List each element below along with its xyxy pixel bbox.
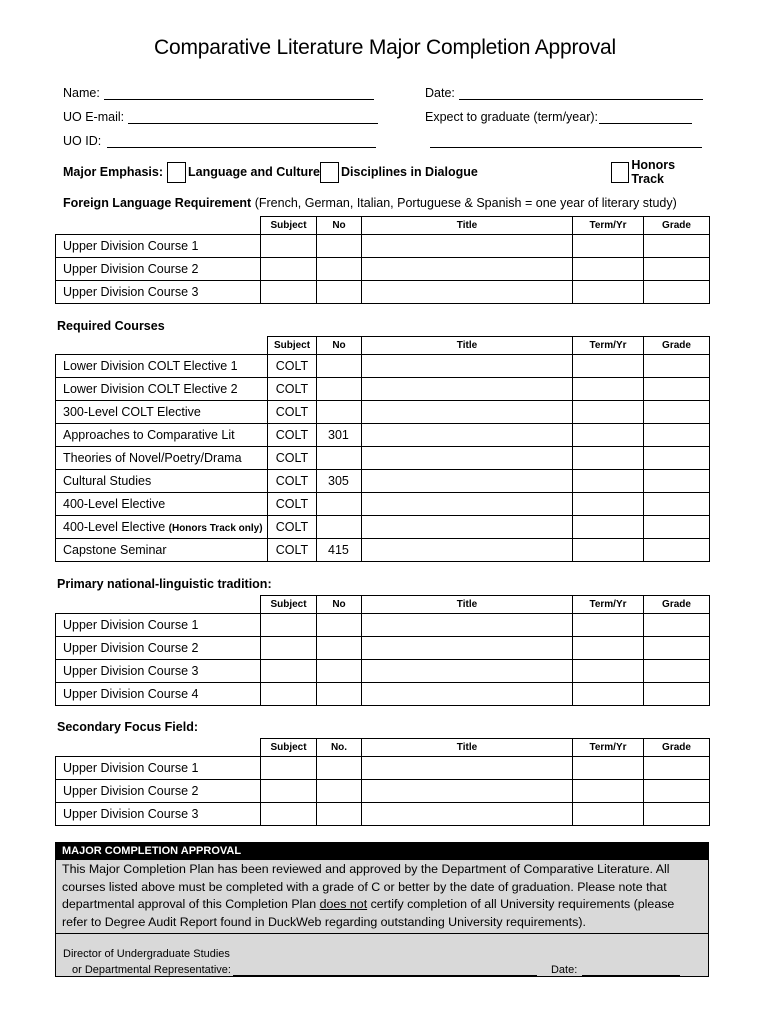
- subject-cell[interactable]: [261, 258, 317, 281]
- required-table: [55, 336, 710, 562]
- title-cell[interactable]: [362, 355, 573, 378]
- table-header: [56, 337, 710, 355]
- term-cell[interactable]: [573, 539, 644, 562]
- course-name: Upper Division Course 3: [56, 281, 261, 304]
- term-cell[interactable]: [573, 493, 644, 516]
- title-cell[interactable]: [362, 516, 573, 539]
- name-label: Name:: [63, 86, 100, 100]
- course-name: Upper Division Course 4: [56, 683, 261, 706]
- table-row: [56, 637, 710, 660]
- grade-cell[interactable]: [644, 614, 710, 637]
- no-cell[interactable]: [317, 637, 362, 660]
- no-cell[interactable]: [317, 258, 362, 281]
- option-language-label: Language and Culture: [188, 165, 320, 179]
- table-row: [56, 539, 710, 562]
- checkbox-honors-track[interactable]: [611, 162, 629, 183]
- term-cell[interactable]: [573, 447, 644, 470]
- course-name: 300-Level COLT Elective: [56, 401, 268, 424]
- subject-cell[interactable]: [261, 683, 317, 706]
- table-row: [56, 235, 710, 258]
- subject-cell[interactable]: [261, 660, 317, 683]
- subject-cell: COLT: [268, 539, 317, 562]
- title-cell[interactable]: [362, 470, 573, 493]
- approval-text-underlined: does not: [319, 897, 368, 911]
- title-cell[interactable]: [362, 757, 573, 780]
- term-cell[interactable]: [573, 258, 644, 281]
- course-name: Upper Division Course 2: [56, 258, 261, 281]
- header-subject: Subject: [261, 739, 317, 757]
- grade-cell[interactable]: [644, 637, 710, 660]
- subject-cell[interactable]: [261, 757, 317, 780]
- title-cell[interactable]: [362, 447, 573, 470]
- table-header: [56, 596, 710, 614]
- approval-heading: MAJOR COMPLETION APPROVAL: [56, 843, 708, 860]
- foreign-table: [55, 216, 710, 304]
- header-subject: Subject: [268, 337, 317, 355]
- approval-text: [56, 860, 708, 934]
- header-no: No: [317, 217, 362, 235]
- term-cell[interactable]: [573, 355, 644, 378]
- subject-cell[interactable]: [261, 780, 317, 803]
- term-cell[interactable]: [573, 378, 644, 401]
- no-cell[interactable]: [317, 235, 362, 258]
- secondary-table: [55, 738, 710, 826]
- course-name: Upper Division Course 1: [56, 235, 261, 258]
- term-cell[interactable]: [573, 516, 644, 539]
- course-name: Upper Division Course 2: [56, 637, 261, 660]
- course-name: Upper Division Course 3: [56, 660, 261, 683]
- header-term: Term/Yr: [573, 217, 644, 235]
- signer-line1: Director of Undergraduate Studies: [63, 948, 230, 960]
- secondary-heading: Secondary Focus Field:: [57, 720, 199, 734]
- header-blank: [56, 337, 268, 355]
- title-cell[interactable]: [362, 281, 573, 304]
- subject-cell: COLT: [268, 424, 317, 447]
- header-subject: Subject: [261, 596, 317, 614]
- table-row: [56, 516, 710, 539]
- grade-cell[interactable]: [644, 516, 710, 539]
- title-cell[interactable]: [362, 493, 573, 516]
- signature-area: [56, 934, 708, 976]
- graduate-label: Expect to graduate (term/year):: [425, 110, 598, 124]
- header-term: Term/Yr: [573, 739, 644, 757]
- title-cell[interactable]: [362, 378, 573, 401]
- date-line[interactable]: [459, 86, 703, 100]
- emphasis-option-honors[interactable]: [611, 158, 708, 186]
- header-subject: Subject: [261, 217, 317, 235]
- term-cell[interactable]: [573, 757, 644, 780]
- no-cell: 305: [317, 470, 362, 493]
- course-name: 400-Level Elective: [56, 493, 268, 516]
- table-header: [56, 217, 710, 235]
- course-name: Upper Division Course 3: [56, 803, 261, 826]
- header-title: Title: [362, 217, 573, 235]
- grade-cell[interactable]: [644, 355, 710, 378]
- grade-cell[interactable]: [644, 447, 710, 470]
- term-cell[interactable]: [573, 614, 644, 637]
- subject-cell[interactable]: [261, 637, 317, 660]
- subject-cell: COLT: [268, 355, 317, 378]
- subject-cell: COLT: [268, 447, 317, 470]
- subject-cell: COLT: [268, 516, 317, 539]
- email-line[interactable]: [128, 110, 378, 124]
- no-cell[interactable]: [317, 493, 362, 516]
- signer-row: [63, 963, 708, 976]
- name-field[interactable]: [63, 86, 374, 100]
- header-term: Term/Yr: [573, 337, 644, 355]
- signature-line[interactable]: [233, 963, 537, 976]
- table-row: [56, 424, 710, 447]
- grade-cell[interactable]: [644, 281, 710, 304]
- header-no: No: [317, 337, 362, 355]
- title-cell[interactable]: [362, 258, 573, 281]
- header-title: Title: [362, 739, 573, 757]
- grade-cell[interactable]: [644, 424, 710, 447]
- title-cell[interactable]: [362, 614, 573, 637]
- no-cell[interactable]: [317, 378, 362, 401]
- header-grade: Grade: [644, 337, 710, 355]
- table-row: [56, 780, 710, 803]
- header-no: No.: [317, 739, 362, 757]
- course-name: Approaches to Comparative Lit: [56, 424, 268, 447]
- option-disciplines-label: Disciplines in Dialogue: [341, 165, 478, 179]
- term-cell[interactable]: [573, 281, 644, 304]
- course-name: Lower Division COLT Elective 2: [56, 378, 268, 401]
- no-cell[interactable]: [317, 803, 362, 826]
- foreign-note: (French, German, Italian, Portuguese & Spanish = one year of literary study): [254, 196, 677, 210]
- checkbox-language-culture[interactable]: [167, 162, 186, 183]
- subject-cell: COLT: [268, 470, 317, 493]
- honors-note: (Honors Track only): [168, 523, 263, 534]
- approval-box: [55, 842, 709, 977]
- no-cell[interactable]: [317, 614, 362, 637]
- foreign-heading: [63, 196, 677, 210]
- table-row: [56, 803, 710, 826]
- approval-text-part1: This Major Completion Plan has been reviewed and approved by the Department of Comparative Literature. All courses listed above must be completed with a grade of C or better by the date of graduation. Please note that departmental approval of this Completion Plan: [62, 862, 670, 911]
- required-heading: Required Courses: [57, 319, 165, 333]
- no-cell: 301: [317, 424, 362, 447]
- header-no: No: [317, 596, 362, 614]
- course-name: Upper Division Course 1: [56, 757, 261, 780]
- uoid-field[interactable]: [63, 134, 376, 148]
- grade-cell[interactable]: [644, 683, 710, 706]
- no-cell[interactable]: [317, 780, 362, 803]
- course-name: Upper Division Course 1: [56, 614, 261, 637]
- foreign-heading-text: Foreign Language Requirement: [63, 196, 252, 210]
- approval-text-part2: certify completion of all University requirements (please refer to Degree Audit Report found in DuckWeb regarding outstanding University requirements).: [62, 897, 675, 929]
- header-grade: Grade: [644, 596, 710, 614]
- header-blank: [56, 739, 261, 757]
- term-cell[interactable]: [573, 637, 644, 660]
- emphasis-label: Major Emphasis:: [63, 165, 164, 179]
- header-term: Term/Yr: [573, 596, 644, 614]
- table-row: [56, 614, 710, 637]
- header-title: Title: [362, 337, 573, 355]
- form-title: Comparative Literature Major Completion Approval: [154, 36, 616, 59]
- table-row: [56, 470, 710, 493]
- graduate-line[interactable]: [599, 110, 692, 124]
- grade-cell[interactable]: [644, 235, 710, 258]
- term-cell[interactable]: [573, 470, 644, 493]
- grade-cell[interactable]: [644, 757, 710, 780]
- term-cell[interactable]: [573, 660, 644, 683]
- email-field[interactable]: [63, 110, 378, 124]
- no-cell[interactable]: [317, 447, 362, 470]
- date-label: Date:: [425, 86, 455, 100]
- subject-cell: COLT: [268, 493, 317, 516]
- no-cell: 415: [317, 539, 362, 562]
- table-row: [56, 447, 710, 470]
- course-name: [56, 516, 268, 539]
- uoid-label: UO ID:: [63, 134, 102, 148]
- checkbox-disciplines-dialogue[interactable]: [320, 162, 339, 183]
- uoid-extra-field[interactable]: [430, 134, 702, 148]
- table-header: [56, 739, 710, 757]
- title-cell[interactable]: [362, 424, 573, 447]
- uoid-line[interactable]: [107, 134, 376, 148]
- signer-line2: or Departmental Representative:: [72, 964, 231, 976]
- course-name: Capstone Seminar: [56, 539, 268, 562]
- course-name: Lower Division COLT Elective 1: [56, 355, 268, 378]
- emphasis-option-disciplines[interactable]: [320, 161, 478, 183]
- title-cell[interactable]: [362, 660, 573, 683]
- title-cell[interactable]: [362, 539, 573, 562]
- no-cell[interactable]: [317, 660, 362, 683]
- grade-cell[interactable]: [644, 258, 710, 281]
- no-cell[interactable]: [317, 355, 362, 378]
- subject-cell: COLT: [268, 378, 317, 401]
- header-blank: [56, 596, 261, 614]
- term-cell[interactable]: [573, 803, 644, 826]
- course-name: Theories of Novel/Poetry/Drama: [56, 447, 268, 470]
- table-row: [56, 757, 710, 780]
- grade-cell[interactable]: [644, 401, 710, 424]
- table-row: [56, 258, 710, 281]
- primary-table: [55, 595, 710, 706]
- title-cell[interactable]: [362, 235, 573, 258]
- term-cell[interactable]: [573, 780, 644, 803]
- term-cell[interactable]: [573, 683, 644, 706]
- course-name: Cultural Studies: [56, 470, 268, 493]
- primary-heading: Primary national-linguistic tradition:: [57, 577, 272, 591]
- no-cell[interactable]: [317, 401, 362, 424]
- name-line[interactable]: [104, 86, 374, 100]
- no-cell[interactable]: [317, 683, 362, 706]
- subject-cell[interactable]: [261, 803, 317, 826]
- no-cell[interactable]: [317, 516, 362, 539]
- table-row: [56, 378, 710, 401]
- major-emphasis: [63, 158, 708, 186]
- title-cell[interactable]: [362, 401, 573, 424]
- approval-date-label: Date:: [550, 964, 578, 976]
- approval-date-line[interactable]: [582, 963, 680, 976]
- term-cell[interactable]: [573, 235, 644, 258]
- table-row: [56, 355, 710, 378]
- uoid-extra-line[interactable]: [430, 134, 702, 148]
- title-cell[interactable]: [362, 637, 573, 660]
- table-row: [56, 401, 710, 424]
- subject-cell[interactable]: [261, 235, 317, 258]
- grade-cell[interactable]: [644, 378, 710, 401]
- course-name-text: 400-Level Elective: [63, 520, 166, 534]
- table-row: [56, 493, 710, 516]
- title-cell[interactable]: [362, 803, 573, 826]
- table-row: [56, 660, 710, 683]
- subject-cell: COLT: [268, 401, 317, 424]
- option-honors-label: Honors Track: [631, 158, 676, 186]
- grade-cell[interactable]: [644, 780, 710, 803]
- no-cell[interactable]: [317, 757, 362, 780]
- date-field[interactable]: [425, 86, 703, 100]
- header-blank: [56, 217, 261, 235]
- term-cell[interactable]: [573, 401, 644, 424]
- graduate-field[interactable]: [425, 110, 692, 124]
- subject-cell[interactable]: [261, 281, 317, 304]
- no-cell[interactable]: [317, 281, 362, 304]
- header-grade: Grade: [644, 217, 710, 235]
- header-grade: Grade: [644, 739, 710, 757]
- table-row: [56, 683, 710, 706]
- course-name: Upper Division Course 2: [56, 780, 261, 803]
- grade-cell[interactable]: [644, 803, 710, 826]
- term-cell[interactable]: [573, 424, 644, 447]
- title-cell[interactable]: [362, 683, 573, 706]
- grade-cell[interactable]: [644, 470, 710, 493]
- grade-cell[interactable]: [644, 539, 710, 562]
- header-title: Title: [362, 596, 573, 614]
- table-row: [56, 281, 710, 304]
- grade-cell[interactable]: [644, 493, 710, 516]
- email-label: UO E-mail:: [63, 110, 125, 124]
- title-cell[interactable]: [362, 780, 573, 803]
- emphasis-option-language[interactable]: [167, 161, 320, 183]
- grade-cell[interactable]: [644, 660, 710, 683]
- subject-cell[interactable]: [261, 614, 317, 637]
